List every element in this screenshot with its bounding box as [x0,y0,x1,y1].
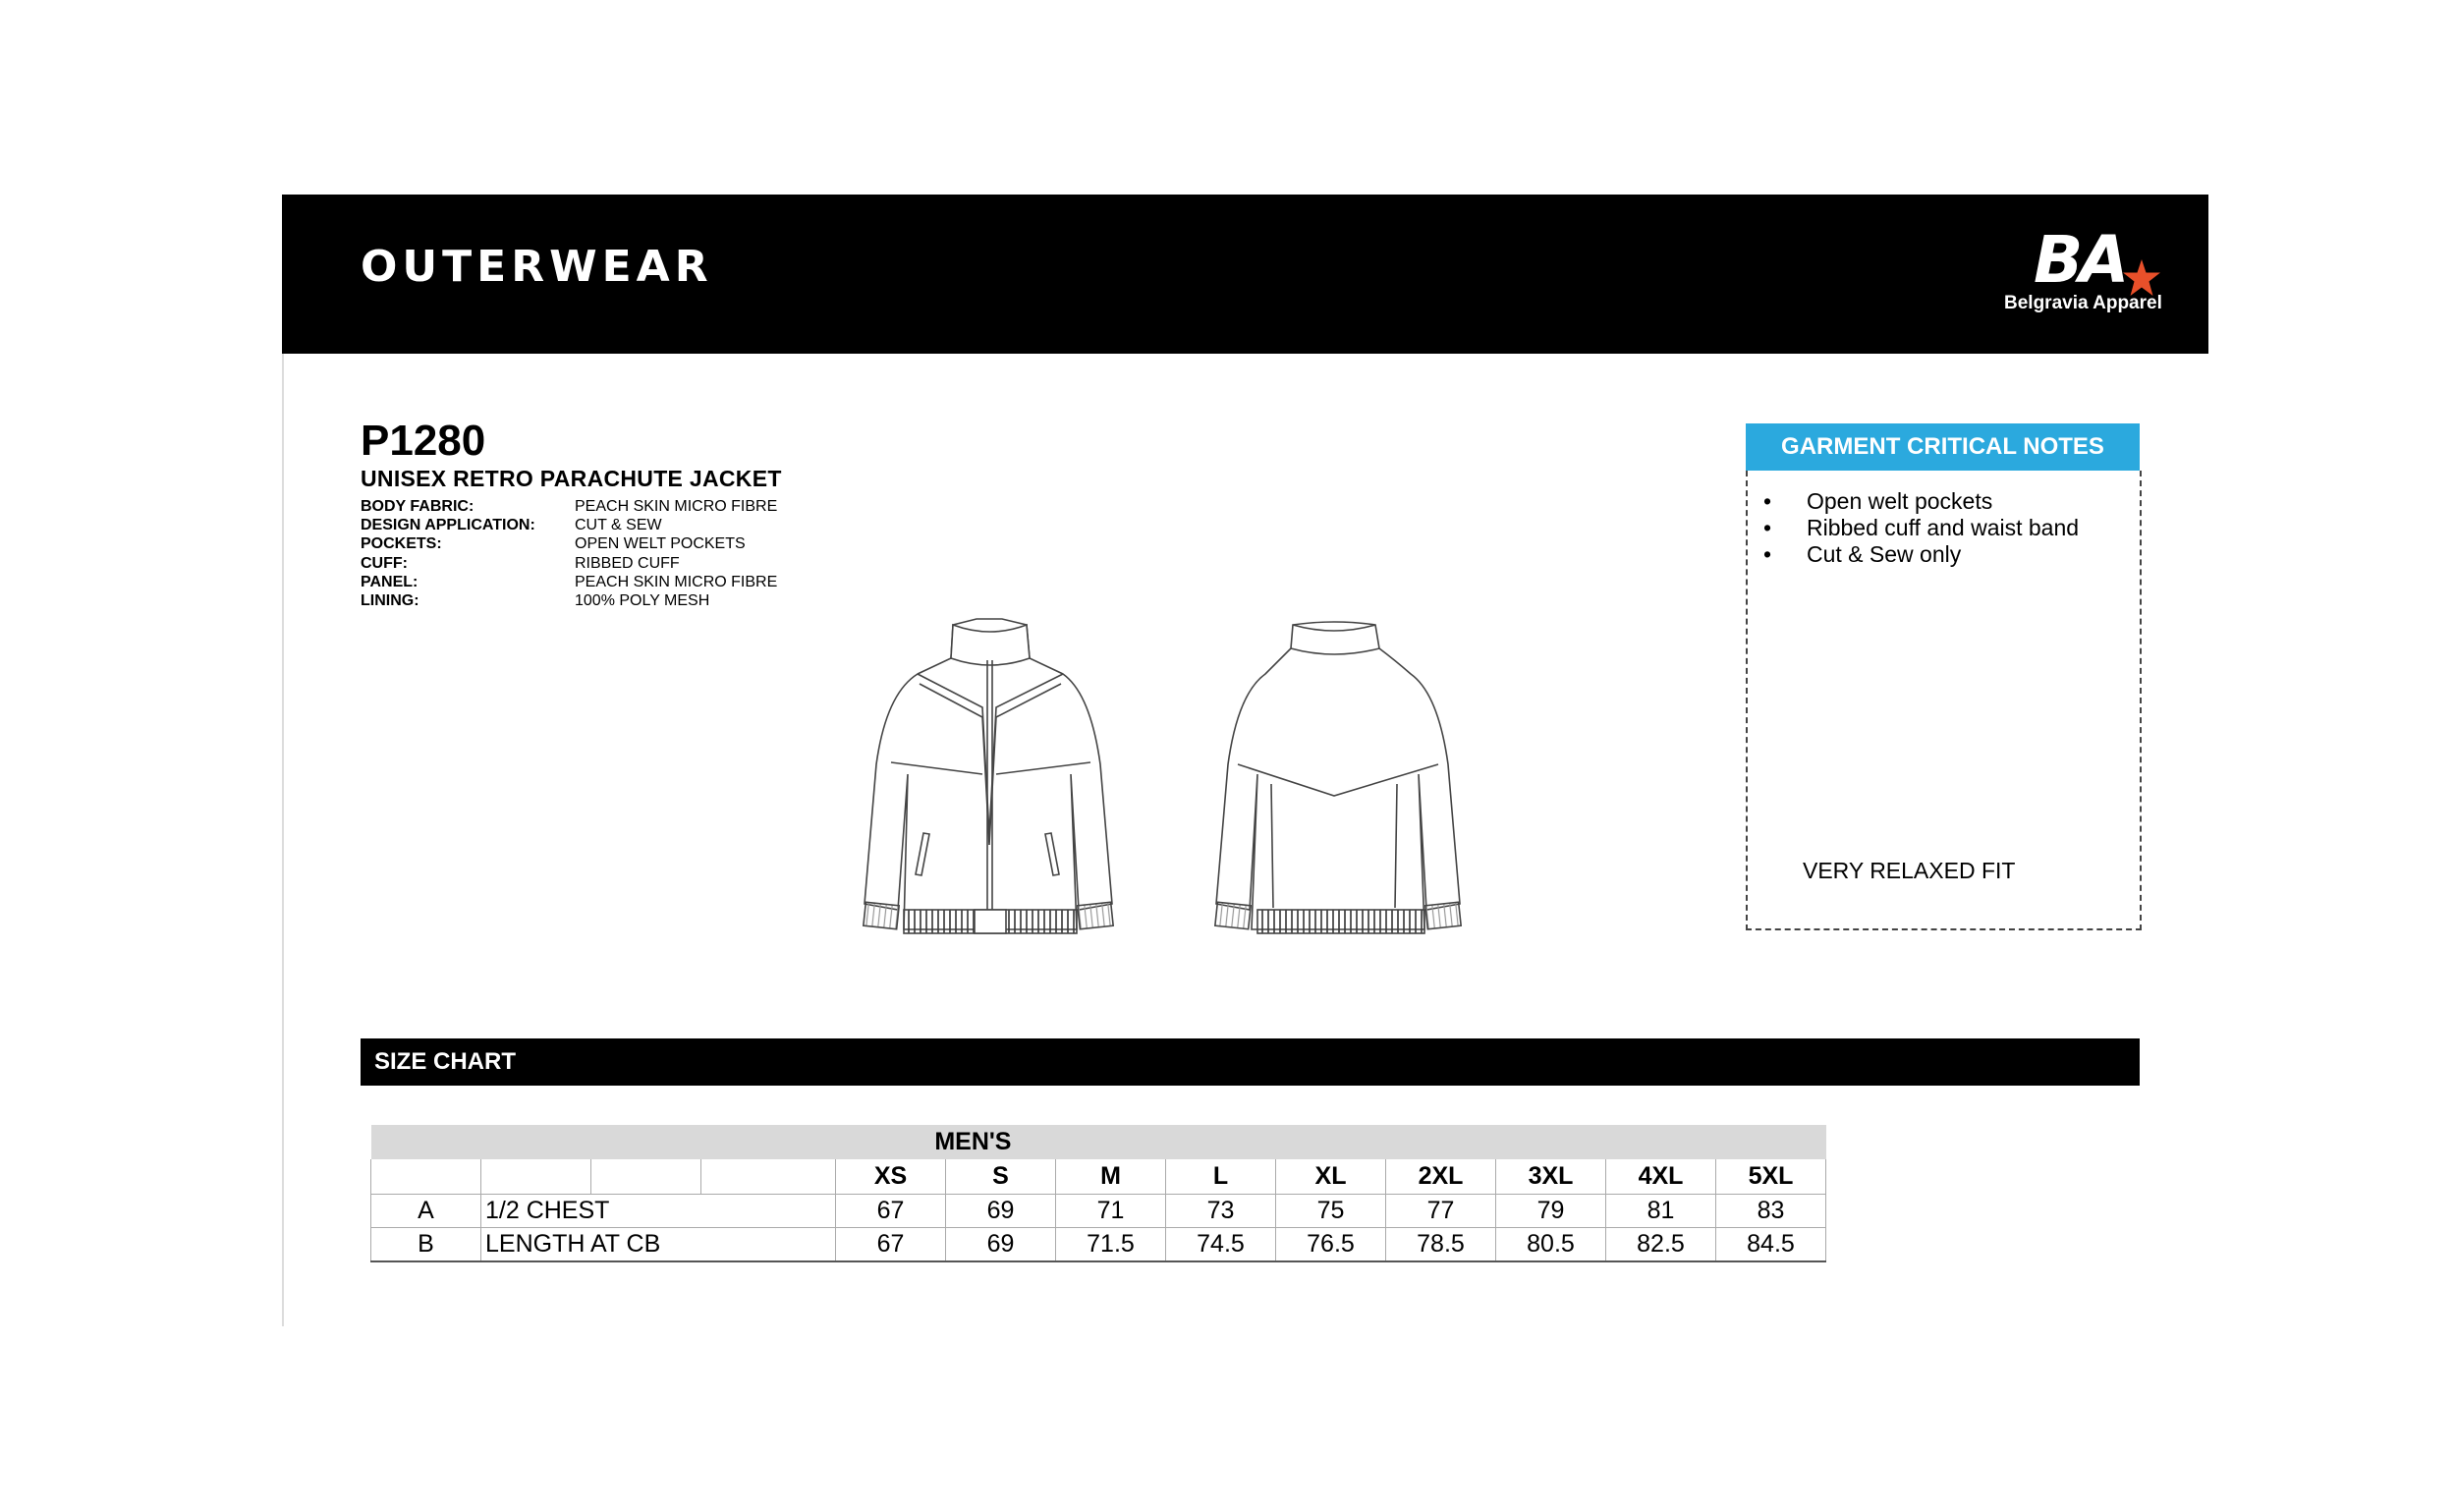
measure-value: 71.5 [1056,1228,1166,1262]
spec-value: OPEN WELT POCKETS [575,535,746,553]
list-item [1763,488,2079,515]
bullet: • [1763,541,1772,567]
spec-label: BODY FABRIC: [361,498,474,515]
bullet: • [1763,488,1772,514]
brand-logo [2004,222,2191,338]
table-group-row [371,1125,1826,1159]
spec-value: PEACH SKIN MICRO FIBRE [575,498,778,515]
header-bar [282,195,2208,354]
size-header: S [946,1159,1056,1195]
measure-value: 67 [836,1195,946,1228]
spec-label: PANEL: [361,573,419,590]
notes-header: GARMENT CRITICAL NOTES [1746,423,2140,471]
size-header: 3XL [1496,1159,1606,1195]
size-header: 2XL [1386,1159,1496,1195]
spec-label: DESIGN APPLICATION: [361,517,535,534]
jacket-front [864,619,1113,933]
note-text: Open welt pockets [1807,488,1993,514]
group-label: MEN'S [371,1125,1056,1159]
measure-name: LENGTH AT CB [481,1228,836,1262]
measure-value: 73 [1166,1195,1276,1228]
logo-subtitle: Belgravia Apparel [2004,293,2162,313]
spec-value: RIBBED CUFF [575,554,680,572]
bullet: • [1763,515,1772,540]
measure-value: 80.5 [1496,1228,1606,1262]
measure-value: 82.5 [1606,1228,1716,1262]
note-text: Cut & Sew only [1807,541,1962,567]
size-table [370,1125,1826,1262]
list-item [1763,515,2079,541]
measure-value: 74.5 [1166,1228,1276,1262]
measure-value: 81 [1606,1195,1716,1228]
measure-value: 75 [1276,1195,1386,1228]
size-header: M [1056,1159,1166,1195]
measure-value: 84.5 [1716,1228,1826,1262]
measure-value: 71 [1056,1195,1166,1228]
spec-label: POCKETS: [361,535,442,553]
notes-list [1763,488,2079,568]
notes-box [1746,471,2142,930]
size-chart-title: SIZE CHART [374,1048,516,1075]
logo-letters: BA [2034,222,2126,298]
table-header-row [371,1159,1826,1195]
spec-label: LINING: [361,591,419,609]
product-code: P1280 [361,417,486,465]
list-item [1763,541,2079,568]
page-margin-line [282,354,284,1326]
category-title: OUTERWEAR [361,242,713,292]
jacket-flat-drawing [806,617,1552,971]
measure-value: 69 [946,1228,1056,1262]
product-name: UNISEX RETRO PARACHUTE JACKET [361,466,782,491]
size-chart-bar [361,1038,2140,1086]
spec-label: CUFF: [361,554,408,572]
spec-value: 100% POLY MESH [575,591,710,609]
size-header: XL [1276,1159,1386,1195]
spec-value: PEACH SKIN MICRO FIBRE [575,573,778,590]
measure-value: 76.5 [1276,1228,1386,1262]
size-header: XS [836,1159,946,1195]
table-row [371,1195,1826,1228]
size-header: 4XL [1606,1159,1716,1195]
measure-name: 1/2 CHEST [481,1195,836,1228]
measure-code: A [371,1195,481,1228]
measure-value: 78.5 [1386,1228,1496,1262]
jacket-back [1215,622,1461,933]
measure-value: 77 [1386,1195,1496,1228]
size-header: 5XL [1716,1159,1826,1195]
table-row [371,1228,1826,1262]
note-text: Ribbed cuff and waist band [1807,515,2080,540]
measure-value: 69 [946,1195,1056,1228]
measure-value: 67 [836,1228,946,1262]
measure-value: 83 [1716,1195,1826,1228]
spec-value: CUT & SEW [575,517,662,534]
size-header: L [1166,1159,1276,1195]
measure-value: 79 [1496,1195,1606,1228]
fit-note: VERY RELAXED FIT [1803,858,2016,883]
measure-code: B [371,1228,481,1262]
